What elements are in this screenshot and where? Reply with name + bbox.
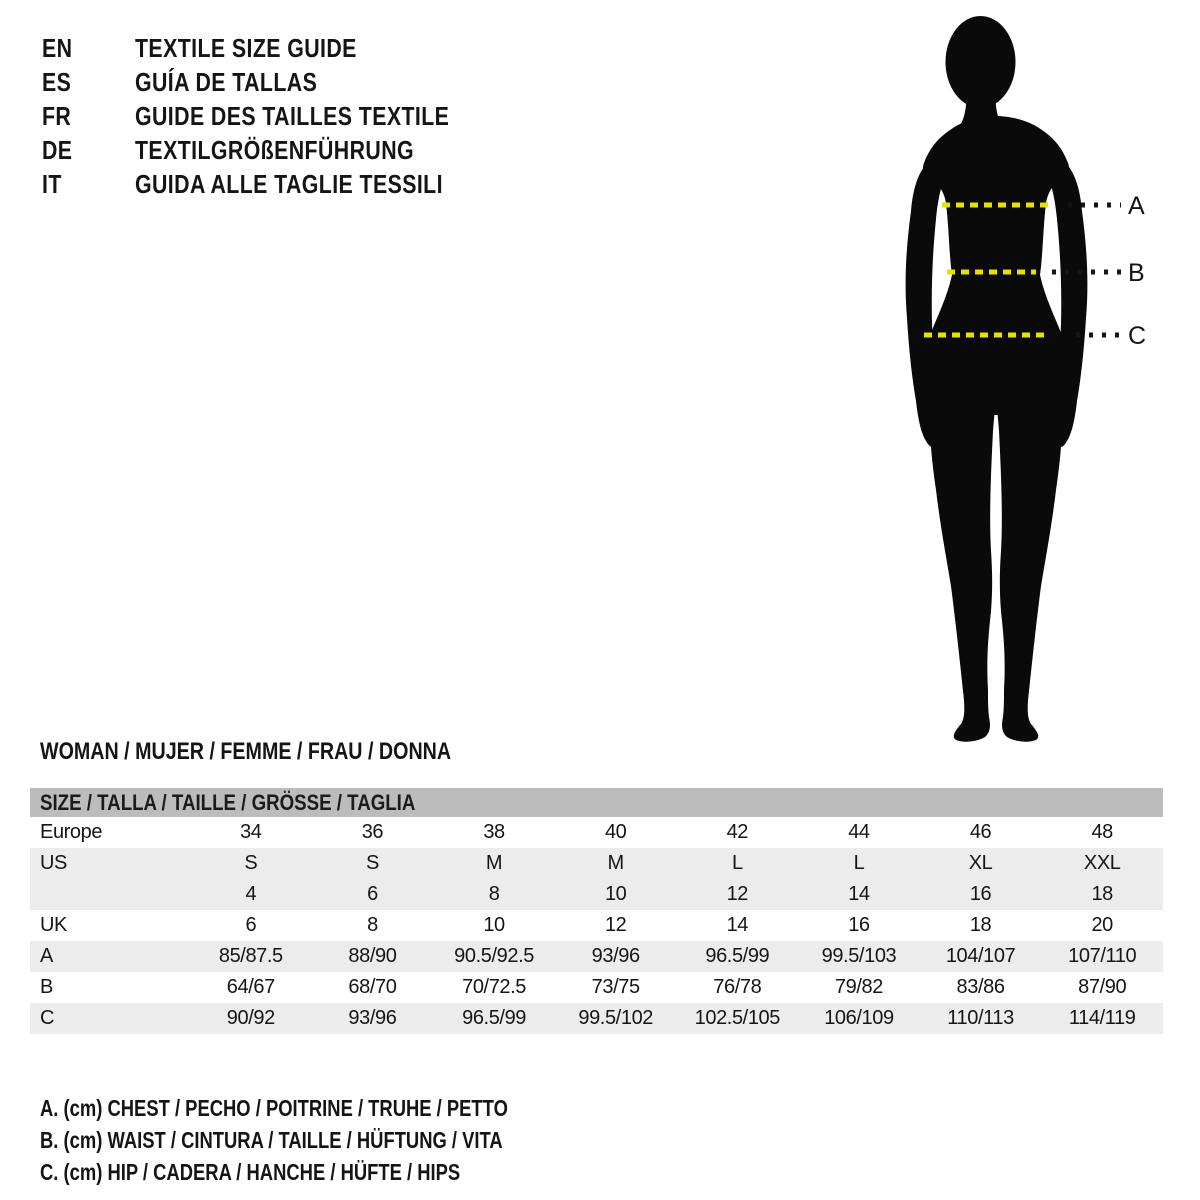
size-cell: 93/96 [348, 1007, 397, 1029]
size-cell: M [607, 852, 624, 874]
size-cell: 18 [969, 914, 992, 936]
size-cell: XXL [1083, 852, 1121, 874]
size-cell: 6 [245, 914, 257, 936]
silhouette-left-leg [929, 368, 996, 742]
size-cell: 83/86 [956, 976, 1005, 998]
size-cell: 40 [604, 821, 627, 843]
table-row-uk [30, 910, 1163, 941]
size-cell: 48 [1091, 821, 1113, 843]
size-cell: 64/67 [226, 976, 275, 998]
size-cell: S [365, 852, 379, 874]
size-table-body [30, 817, 1163, 1034]
size-cell: 10 [604, 883, 627, 905]
size-cell: 76/78 [713, 976, 762, 998]
language-code: DE [42, 134, 73, 165]
size-cell: 96.5/99 [462, 1007, 527, 1029]
measure-label-a: A [1128, 192, 1145, 220]
size-cell: 73/75 [591, 976, 640, 998]
language-guide-title: TEXTILE SIZE GUIDE [135, 32, 357, 63]
size-cell: L [853, 852, 865, 874]
size-cell: 87/90 [1078, 976, 1127, 998]
size-cell: 12 [726, 883, 749, 905]
row-label: US [40, 852, 67, 874]
legend-line-b: B. (cm) WAIST / CINTURA / TAILLE / HÜFTUNG / VITA [40, 1127, 503, 1153]
size-table-header-text: SIZE / TALLA / TAILLE / GRÖSSE / TAGLIA [40, 790, 416, 815]
size-cell: 16 [848, 914, 870, 936]
size-cell: 8 [488, 883, 500, 905]
size-cell: XL [968, 852, 993, 874]
table-row-b [30, 972, 1163, 1003]
size-cell: 102.5/105 [694, 1007, 780, 1029]
measure-label-b: B [1128, 259, 1145, 287]
size-cell: 99.5/102 [578, 1007, 654, 1029]
measure-label-c: C [1128, 322, 1147, 350]
size-cell: 88/90 [348, 945, 397, 967]
table-row-europe [30, 817, 1163, 848]
size-cell: S [244, 852, 258, 874]
size-cell: 107/110 [1068, 945, 1137, 967]
language-code: FR [42, 100, 72, 131]
size-cell: 99.5/103 [821, 945, 897, 967]
language-guide-title: GUÍA DE TALLAS [135, 66, 318, 97]
language-code: ES [42, 66, 72, 97]
table-row-us [30, 848, 1163, 879]
size-cell: 34 [240, 821, 262, 843]
size-cell: 14 [848, 883, 870, 905]
table-row-c [30, 1003, 1163, 1034]
section-title-text: WOMAN / MUJER / FEMME / FRAU / DONNA [40, 738, 452, 765]
size-cell: 104/107 [945, 945, 1016, 967]
language-code: IT [42, 168, 62, 199]
legend-line-a: A. (cm) CHEST / PECHO / POITRINE / TRUHE / PETTO [40, 1095, 508, 1121]
size-cell: 93/96 [591, 945, 640, 967]
size-table-header [30, 788, 1163, 817]
woman-silhouette-icon [900, 13, 1160, 743]
row-label: UK [40, 914, 67, 936]
size-cell: 42 [726, 821, 749, 843]
language-guide-title: TEXTILGRÖßENFÜHRUNG [135, 134, 415, 165]
size-cell: 110/113 [947, 1007, 1014, 1029]
size-cell: 10 [483, 914, 505, 936]
silhouette-torso [923, 116, 1069, 415]
size-cell: 106/109 [824, 1007, 894, 1029]
language-row-it [42, 167, 518, 201]
size-cell: 6 [367, 883, 378, 905]
language-guide-title: GUIDE DES TAILLES TEXTILE [135, 100, 450, 131]
section-title [40, 738, 541, 766]
size-cell: 90.5/92.5 [454, 945, 534, 967]
table-row-a [30, 941, 1163, 972]
size-cell: M [485, 852, 503, 874]
size-cell: 90/92 [226, 1007, 275, 1029]
size-cell: 114/119 [1068, 1007, 1136, 1029]
size-cell: 8 [367, 914, 378, 936]
row-label: A [40, 945, 53, 967]
language-list [42, 31, 518, 201]
size-cell: 46 [969, 821, 992, 843]
language-code: EN [42, 32, 73, 63]
language-guide-title: GUIDA ALLE TAGLIE TESSILI [135, 168, 443, 199]
size-cell: 16 [969, 883, 992, 905]
size-cell: 79/82 [834, 976, 883, 998]
size-cell: 36 [361, 821, 384, 843]
size-cell: 12 [604, 914, 627, 936]
language-row-de [42, 133, 518, 167]
size-cell: 96.5/99 [705, 945, 770, 967]
language-row-fr [42, 99, 518, 133]
size-cell: 14 [726, 914, 749, 936]
size-cell: 18 [1091, 883, 1113, 905]
measurement-legend [40, 1092, 625, 1188]
row-label: C [40, 1007, 55, 1029]
size-cell: 44 [848, 821, 870, 843]
silhouette-right-leg [996, 368, 1063, 742]
legend-line-c: C. (cm) HIP / CADERA / HANCHE / HÜFTE / HIPS [40, 1159, 461, 1185]
size-cell: L [731, 852, 743, 874]
size-table [30, 788, 1163, 1034]
language-row-en [42, 31, 518, 65]
row-label: B [40, 976, 53, 998]
row-label [30, 879, 190, 910]
size-cell: 4 [245, 883, 257, 905]
size-guide-figure [900, 13, 1160, 743]
size-cell: 70/72.5 [462, 976, 527, 998]
row-label: Europe [40, 821, 103, 843]
table-row-us-numeric [30, 879, 1163, 910]
language-row-es [42, 65, 518, 99]
size-cell: 85/87.5 [218, 945, 283, 967]
size-cell: 38 [483, 821, 505, 843]
size-cell: 20 [1091, 914, 1113, 936]
size-cell: 68/70 [348, 976, 397, 998]
